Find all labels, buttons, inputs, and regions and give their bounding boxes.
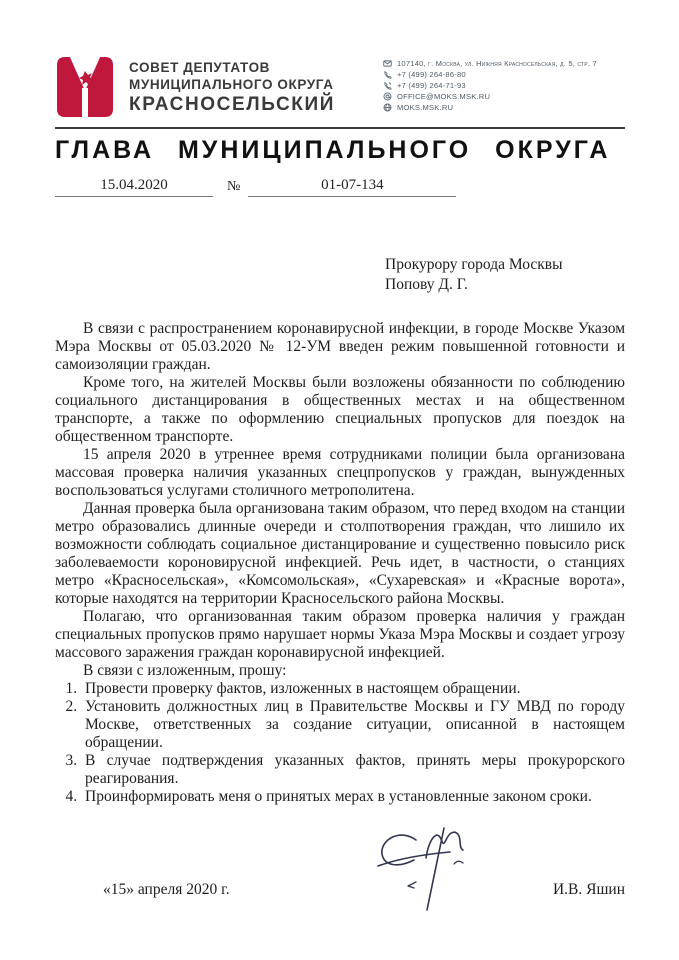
handwritten-signature <box>370 822 480 914</box>
doc-date: 15.04.2020 <box>55 177 213 197</box>
envelope-icon <box>383 59 392 68</box>
contact-info-block <box>383 55 625 113</box>
org-name-line: КРАСНОСЕЛЬСКИЙ <box>129 94 336 115</box>
body-paragraph: Полагаю, что организованная таким образом проверка наличия у граждан специальных пропусков прямо нарушает нормы Указа Мэра Москвы и создает угрозу массового заражения граждан коронавирусной инфекцией. <box>55 608 625 661</box>
recipient-block <box>385 255 625 295</box>
contact-email-text: OFFICE@MOKS.MSK.RU <box>397 92 491 101</box>
doc-number: 01-07-134 <box>248 177 456 197</box>
fax-icon <box>383 81 392 90</box>
contact-website <box>383 102 625 113</box>
request-item: 3. В случае подтверждения указанных фактов, принять меры прокурорского реагирования. <box>81 752 625 788</box>
header-divider <box>55 127 625 129</box>
contact-fax <box>383 80 625 91</box>
phone-icon <box>383 70 392 79</box>
letterhead <box>55 55 625 119</box>
request-item: 4. Проинформировать меня о принятых мерах в установленные законом сроки. <box>81 788 625 806</box>
district-emblem-icon <box>55 55 115 119</box>
body-paragraph: Данная проверка была организована таким образом, что перед входом на станции метро образовались длинные очереди и столпотворения граждан, что лишило их возможности соблюдать социальное дистанцирование и существенно повысило риск заболеваемости короновирусной инфекцией. Речь идет, в частности, о станциях метро «Красносельская», «Комсомольская», «Сухаревская» и «Красные ворота», которые находятся на территории Красносельского района Москвы. <box>55 500 625 607</box>
globe-icon <box>383 103 392 112</box>
contact-email <box>383 91 625 102</box>
org-name-block <box>129 55 335 116</box>
signature-name: И.В. Яшин <box>552 881 625 898</box>
org-name-line: СОВЕТ ДЕПУТАТОВ <box>129 60 271 75</box>
request-intro: В связи с изложенным, прошу: <box>83 662 287 679</box>
body-paragraph: 15 апреля 2020 в утреннее время сотрудниками полиции была организована массовая проверка наличия указанных спецпропусков у граждан, вынужденных воспользоваться услугами столичного метрополитена. <box>55 446 625 499</box>
doc-meta-line <box>55 177 625 197</box>
signature-date: «15» апреля 2020 г. <box>103 881 230 898</box>
body-paragraph: Кроме того, на жителей Москвы были возложены обязанности по соблюдению социального дистанцирования в общественных местах и на общественном транспорте, а также по оформлению специальных пропусков для поездок на общественном транспорте. <box>55 374 625 445</box>
org-name-line: МУНИЦИПАЛЬНОГО ОКРУГА <box>129 77 334 92</box>
recipient-title: Прокурору города Москвы <box>385 256 563 273</box>
contact-website-text: MOKS.MSK.RU <box>397 103 454 112</box>
contact-address <box>383 58 625 69</box>
page-title: ГЛАВА МУНИЦИПАЛЬНОГО ОКРУГА <box>55 136 611 164</box>
request-item: 1. Провести проверку фактов, изложенных в настоящем обращении. <box>81 680 625 698</box>
contact-address-text: 107140, г. Москва, ул. Нижняя Красносельская, д. 5, стр. 7 <box>397 59 597 68</box>
signature-block <box>55 820 625 925</box>
contact-phone <box>383 69 625 80</box>
recipient-name: Попову Д. Г. <box>385 276 468 293</box>
contact-fax-text: +7 (499) 264-71-93 <box>397 81 466 90</box>
letter-body <box>55 320 625 806</box>
request-item: 2. Установить должностных лиц в Правительстве Москвы и ГУ МВД по городу Москве, ответственных за создание ситуации, описанной в настоящем обращении. <box>81 698 625 752</box>
email-at-icon <box>383 92 392 101</box>
body-paragraph: В связи с распространением коронавирусной инфекции, в городе Москве Указом Мэра Москвы от 05.03.2020 № 12-УМ введен режим повышенной готовности и самоизоляции граждан. <box>55 320 625 373</box>
request-list <box>55 680 625 806</box>
contact-phone-text: +7 (499) 264-86-80 <box>397 70 466 79</box>
doc-number-sign: № <box>227 179 241 194</box>
